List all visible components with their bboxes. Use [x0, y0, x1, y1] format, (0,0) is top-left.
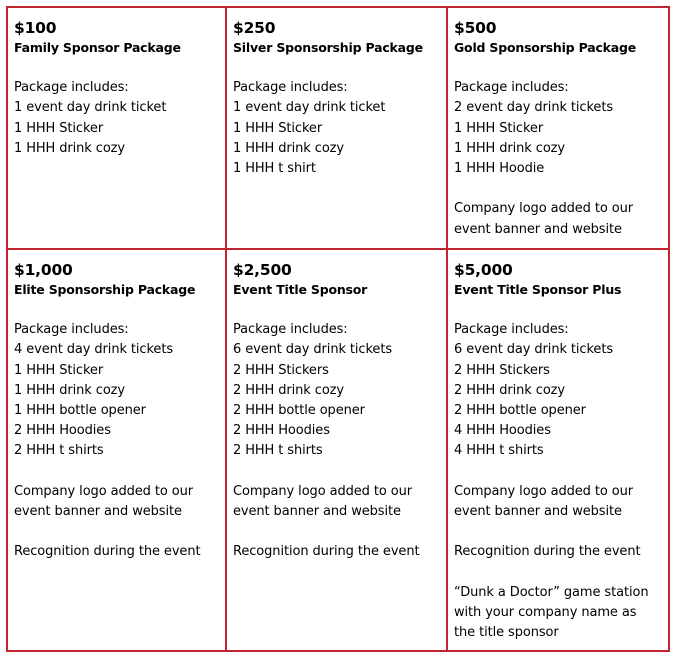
package-price: $250: [233, 19, 276, 37]
package-cell: [227, 8, 448, 250]
package-benefit: event banner and website: [233, 504, 401, 519]
package-item: 2 HHH Hoodies: [14, 423, 111, 439]
package-item: 2 HHH bottle opener: [454, 403, 586, 418]
spacer: [14, 522, 219, 542]
package-benefit: Recognition during the event: [14, 544, 201, 560]
includes-label: Package includes:: [454, 80, 569, 96]
package-item: 1 HHH Sticker: [454, 120, 544, 136]
package-item: 1 event day drink ticket: [233, 100, 386, 116]
spacer: [233, 462, 440, 482]
package-item: 2 HHH t shirts: [14, 443, 104, 459]
package-item: 1 HHH drink cozy: [233, 140, 344, 156]
package-cell: [448, 8, 668, 250]
package-item: 2 event day drink tickets: [454, 100, 614, 116]
package-item: 2 HHH drink cozy: [233, 382, 344, 398]
spacer: [454, 462, 662, 482]
package-name: Event Title Sponsor: [233, 282, 368, 297]
spacer: [14, 300, 219, 320]
package-item: 1 HHH Sticker: [14, 362, 104, 378]
package-item: 4 HHH Hoodies: [454, 423, 551, 439]
package-benefit: event banner and website: [14, 504, 182, 519]
package-price: $5,000: [454, 261, 513, 279]
spacer: [454, 300, 662, 320]
package-name: Gold Sponsorship Package: [454, 40, 637, 55]
package-benefit: event banner and website: [454, 221, 622, 237]
package-price: $2,500: [233, 261, 292, 279]
spacer: [233, 522, 440, 542]
package-benefit: with your company name as: [454, 604, 637, 620]
package-cell: [227, 250, 448, 650]
package-item: 2 HHH bottle opener: [233, 403, 365, 418]
package-price: $100: [14, 19, 57, 37]
package-item: 1 HHH bottle opener: [14, 403, 146, 418]
package-cell: [8, 8, 227, 250]
package-benefit: Recognition during the event: [233, 544, 420, 560]
spacer: [454, 522, 662, 542]
package-price: $500: [454, 19, 497, 37]
package-item: 6 event day drink tickets: [233, 342, 393, 358]
spacer: [14, 462, 219, 482]
package-benefit: Company logo added to our: [454, 483, 633, 499]
package-cell: [8, 250, 227, 650]
spacer: [14, 58, 219, 78]
package-benefit: the title sponsor: [454, 625, 559, 641]
package-item: 1 HHH drink cozy: [14, 140, 125, 156]
includes-label: Package includes:: [454, 322, 569, 338]
package-benefit: Recognition during the event: [454, 544, 641, 560]
includes-label: Package includes:: [233, 322, 348, 338]
package-name: Elite Sponsorship Package: [14, 282, 196, 297]
package-name: Family Sponsor Package: [14, 40, 181, 55]
package-item: 2 HHH drink cozy: [454, 382, 565, 398]
package-item: 1 HHH Hoodie: [454, 161, 545, 176]
package-item: 1 HHH Sticker: [14, 120, 104, 136]
package-benefit: Company logo added to our: [233, 483, 412, 499]
package-item: 1 HHH t shirt: [233, 161, 316, 176]
sponsorship-table: [6, 6, 670, 652]
package-benefit: Company logo added to our: [454, 201, 633, 217]
package-benefit: “Dunk a Doctor” game station: [454, 584, 649, 600]
package-name: Event Title Sponsor Plus: [454, 282, 622, 297]
package-benefit: event banner and website: [454, 504, 622, 519]
includes-label: Package includes:: [14, 80, 129, 96]
spacer: [454, 58, 662, 78]
package-item: 6 event day drink tickets: [454, 342, 614, 358]
spacer: [454, 563, 662, 583]
includes-label: Package includes:: [233, 80, 348, 96]
package-price: $1,000: [14, 261, 73, 279]
package-cell: [448, 250, 668, 650]
package-item: 1 HHH drink cozy: [454, 140, 565, 156]
package-name: Silver Sponsorship Package: [233, 40, 423, 55]
package-item: 2 HHH Stickers: [233, 362, 329, 378]
package-item: 4 HHH t shirts: [454, 443, 544, 459]
spacer: [233, 58, 440, 78]
package-item: 4 event day drink tickets: [14, 342, 174, 358]
includes-label: Package includes:: [14, 322, 129, 338]
package-item: 1 HHH drink cozy: [14, 382, 125, 398]
package-item: 2 HHH Hoodies: [233, 423, 330, 439]
package-item: 2 HHH Stickers: [454, 362, 550, 378]
spacer: [233, 300, 440, 320]
package-item: 1 HHH Sticker: [233, 120, 323, 136]
package-benefit: Company logo added to our: [14, 483, 193, 499]
spacer: [454, 179, 662, 199]
package-item: 2 HHH t shirts: [233, 443, 323, 459]
package-item: 1 event day drink ticket: [14, 100, 167, 116]
